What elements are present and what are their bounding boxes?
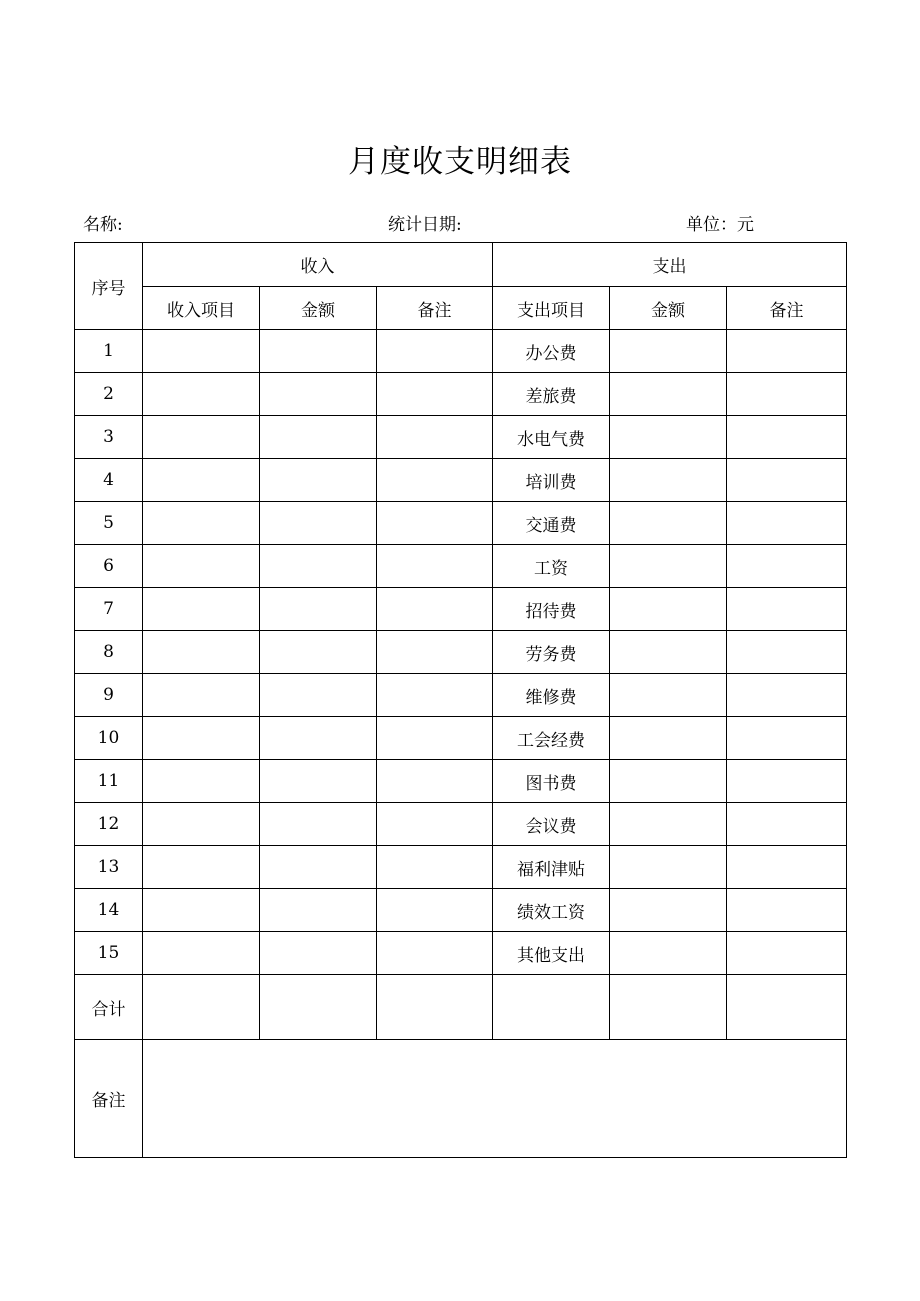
income-note-cell (377, 502, 493, 545)
table-row (75, 588, 847, 631)
income-item-cell (143, 889, 260, 932)
expense-item-cell: 绩效工资 (493, 889, 610, 932)
note-row (75, 1040, 847, 1158)
expense-item-cell: 维修费 (493, 674, 610, 717)
income-note-cell (377, 846, 493, 889)
income-item-cell (143, 588, 260, 631)
expense-item-cell: 会议费 (493, 803, 610, 846)
expense-note-cell (727, 889, 847, 932)
expense-note-cell (727, 717, 847, 760)
income-amount-cell (260, 846, 377, 889)
total-cell (260, 975, 377, 1040)
expense-note-cell (727, 416, 847, 459)
income-note-cell (377, 932, 493, 975)
income-item-cell (143, 846, 260, 889)
income-item-cell (143, 717, 260, 760)
income-item-cell (143, 545, 260, 588)
income-amount-cell (260, 502, 377, 545)
date-label: 统计日期: (388, 215, 462, 235)
seq-cell: 1 (75, 330, 143, 373)
income-amount-cell (260, 717, 377, 760)
income-note-cell (377, 330, 493, 373)
expense-amount-cell (610, 330, 727, 373)
income-note-cell (377, 373, 493, 416)
income-note-cell (377, 674, 493, 717)
total-cell (377, 975, 493, 1040)
table-row (75, 416, 847, 459)
income-item-cell (143, 674, 260, 717)
expense-note-cell (727, 803, 847, 846)
income-note-cell (377, 416, 493, 459)
header-income-note: 备注 (377, 287, 493, 330)
income-amount-cell (260, 588, 377, 631)
income-amount-cell (260, 416, 377, 459)
expense-amount-cell (610, 717, 727, 760)
seq-cell: 14 (75, 889, 143, 932)
seq-cell: 13 (75, 846, 143, 889)
table-row (75, 717, 847, 760)
expense-item-cell: 水电气费 (493, 416, 610, 459)
expense-item-cell: 劳务费 (493, 631, 610, 674)
header-expense-note: 备注 (727, 287, 847, 330)
header-seq: 序号 (75, 243, 143, 330)
expense-note-cell (727, 760, 847, 803)
expense-item-cell: 工会经费 (493, 717, 610, 760)
expense-amount-cell (610, 760, 727, 803)
expense-amount-cell (610, 846, 727, 889)
table-row (75, 502, 847, 545)
expense-amount-cell (610, 588, 727, 631)
seq-cell: 7 (75, 588, 143, 631)
table-row (75, 932, 847, 975)
header-income: 收入 (143, 243, 493, 287)
page-title: 月度收支明细表 (348, 144, 572, 180)
income-note-cell (377, 889, 493, 932)
expense-amount-cell (610, 373, 727, 416)
income-amount-cell (260, 330, 377, 373)
expense-amount-cell (610, 674, 727, 717)
expense-amount-cell (610, 889, 727, 932)
income-item-cell (143, 502, 260, 545)
expense-item-cell: 差旅费 (493, 373, 610, 416)
income-item-cell (143, 760, 260, 803)
income-note-cell (377, 588, 493, 631)
income-item-cell (143, 803, 260, 846)
header-income-amount: 金额 (260, 287, 377, 330)
seq-cell: 9 (75, 674, 143, 717)
expense-note-cell (727, 545, 847, 588)
expense-item-cell: 工资 (493, 545, 610, 588)
seq-cell: 15 (75, 932, 143, 975)
header-expense-item: 支出项目 (493, 287, 610, 330)
expense-note-cell (727, 588, 847, 631)
seq-cell: 10 (75, 717, 143, 760)
expense-note-cell (727, 674, 847, 717)
income-item-cell (143, 416, 260, 459)
total-cell (143, 975, 260, 1040)
expense-amount-cell (610, 459, 727, 502)
expense-item-cell: 其他支出 (493, 932, 610, 975)
expense-amount-cell (610, 631, 727, 674)
income-amount-cell (260, 373, 377, 416)
seq-cell: 4 (75, 459, 143, 502)
expense-note-cell (727, 502, 847, 545)
expense-item-cell: 办公费 (493, 330, 610, 373)
table-row (75, 674, 847, 717)
expense-amount-cell (610, 803, 727, 846)
ledger-table (74, 242, 847, 1158)
note-label: 备注 (75, 1040, 143, 1158)
income-note-cell (377, 717, 493, 760)
table-row (75, 760, 847, 803)
expense-note-cell (727, 459, 847, 502)
header-expense-amount: 金额 (610, 287, 727, 330)
expense-note-cell (727, 932, 847, 975)
income-amount-cell (260, 674, 377, 717)
table-row (75, 846, 847, 889)
seq-cell: 8 (75, 631, 143, 674)
expense-item-cell: 图书费 (493, 760, 610, 803)
total-row (75, 975, 847, 1040)
expense-note-cell (727, 330, 847, 373)
income-amount-cell (260, 803, 377, 846)
expense-note-cell (727, 846, 847, 889)
income-note-cell (377, 459, 493, 502)
table-row (75, 889, 847, 932)
income-note-cell (377, 803, 493, 846)
income-item-cell (143, 932, 260, 975)
seq-cell: 5 (75, 502, 143, 545)
table-row (75, 803, 847, 846)
expense-amount-cell (610, 545, 727, 588)
expense-item-cell: 招待费 (493, 588, 610, 631)
unit-label: 单位：元 (686, 215, 754, 235)
name-label: 名称: (83, 215, 123, 235)
expense-item-cell: 培训费 (493, 459, 610, 502)
seq-cell: 6 (75, 545, 143, 588)
seq-cell: 11 (75, 760, 143, 803)
income-note-cell (377, 631, 493, 674)
income-amount-cell (260, 889, 377, 932)
header-income-item: 收入项目 (143, 287, 260, 330)
total-cell (727, 975, 847, 1040)
income-item-cell (143, 330, 260, 373)
income-item-cell (143, 631, 260, 674)
income-note-cell (377, 545, 493, 588)
income-amount-cell (260, 631, 377, 674)
income-amount-cell (260, 545, 377, 588)
expense-item-cell: 交通费 (493, 502, 610, 545)
total-cell (610, 975, 727, 1040)
table-row (75, 545, 847, 588)
seq-cell: 3 (75, 416, 143, 459)
income-item-cell (143, 373, 260, 416)
income-amount-cell (260, 932, 377, 975)
note-cell (143, 1040, 847, 1158)
total-cell (493, 975, 610, 1040)
expense-note-cell (727, 373, 847, 416)
table-row (75, 631, 847, 674)
seq-cell: 12 (75, 803, 143, 846)
income-item-cell (143, 459, 260, 502)
expense-amount-cell (610, 416, 727, 459)
seq-cell: 2 (75, 373, 143, 416)
header-expense: 支出 (493, 243, 847, 287)
expense-amount-cell (610, 932, 727, 975)
total-label: 合计 (75, 975, 143, 1040)
table-row (75, 373, 847, 416)
table-row (75, 459, 847, 502)
table-row (75, 330, 847, 373)
income-amount-cell (260, 760, 377, 803)
income-note-cell (377, 760, 493, 803)
expense-amount-cell (610, 502, 727, 545)
expense-note-cell (727, 631, 847, 674)
income-amount-cell (260, 459, 377, 502)
expense-item-cell: 福利津贴 (493, 846, 610, 889)
